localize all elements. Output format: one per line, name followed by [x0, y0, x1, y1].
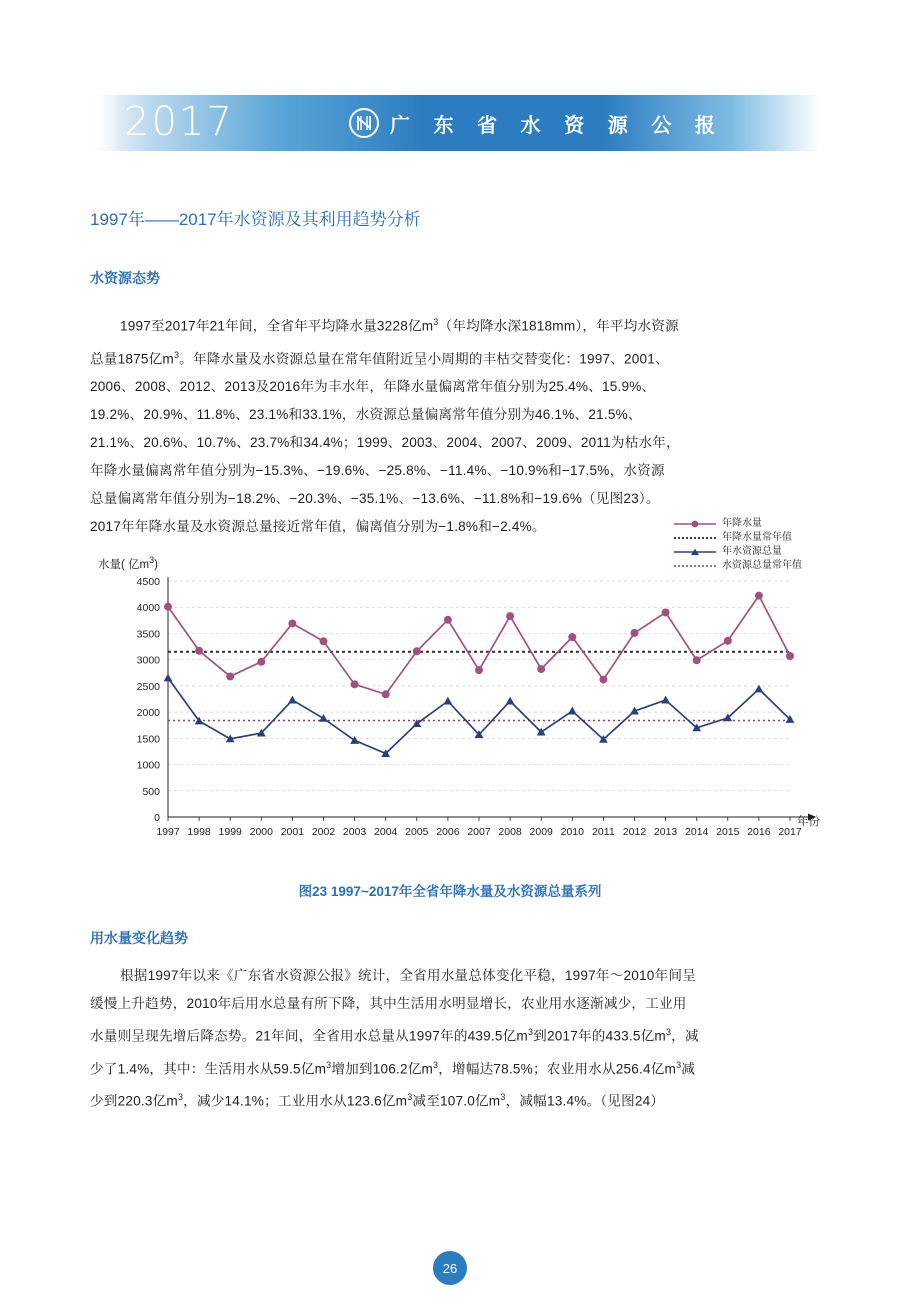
legend-item-resource [674, 545, 802, 559]
legend-item-precip [674, 517, 802, 531]
water-bureau-logo-icon [348, 107, 380, 139]
p1-line1: 1997至2017年21年间，全省年平均降水量3228亿m [120, 318, 434, 334]
section-title: 1997年——2017年水资源及其利用趋势分析 [90, 210, 421, 229]
svg-text:2015: 2015 [716, 826, 740, 838]
svg-text:2500: 2500 [136, 680, 160, 693]
svg-text:2005: 2005 [405, 826, 429, 838]
svg-text:3000: 3000 [136, 654, 160, 667]
svg-text:4000: 4000 [136, 602, 160, 615]
p2-line3: 水量则呈现先增后降态势。21年间，全省用水总量从1997年的439.5亿m [90, 1028, 528, 1044]
header-title: 广 东 省 水 资 源 公 报 [390, 115, 724, 137]
svg-text:2001: 2001 [280, 826, 305, 838]
page-header [90, 95, 820, 151]
legend-key-resource [674, 547, 716, 557]
svg-text:0: 0 [154, 812, 160, 824]
svg-text:1999: 1999 [218, 826, 242, 838]
svg-text:2000: 2000 [136, 707, 160, 720]
legend-key-precip [674, 519, 716, 529]
p1-line2: 总量1875亿m [90, 351, 174, 367]
svg-text:2003: 2003 [342, 826, 367, 838]
svg-text:4500: 4500 [136, 576, 160, 588]
header-year: 2017 [124, 99, 234, 145]
svg-text:2014: 2014 [685, 826, 709, 838]
svg-text:1997: 1997 [156, 826, 180, 838]
p2-line5: 少到220.3亿m [90, 1093, 178, 1109]
chart-y-axis-label: 水量( 亿$m^3$) [98, 555, 158, 571]
legend-label-precip-normal: 年降水量常年值 [722, 532, 792, 543]
p1-line8: 2017年年降水量及水资源总量接近常年值，偏离值分别为−1.8%和−2.4%。 [90, 519, 546, 535]
p1-line6: 年降水量偏离常年值分别为−15.3%、−19.6%、−25.8%、−11.4%、−10.9%和−17.5%，水资源 [90, 463, 665, 479]
p1-line2b: 。年降水量及水资源总量在常年值附近呈小周期的丰枯交替变化：1997、2001、 [179, 351, 669, 367]
svg-text:2017: 2017 [778, 826, 802, 838]
svg-text:2013: 2013 [653, 826, 678, 838]
p1-line4: 19.2%、20.9%、11.8%、23.1%和33.1%，水资源总量偏离常年值分别为46.1%、21.5%、 [90, 407, 642, 423]
figure-23-caption: 图23 1997~2017年全省年降水量及水资源总量系列 [298, 884, 602, 899]
p1-line1b: （年均降水深1818mm），年平均水资源 [438, 318, 679, 334]
p2-line3b: 到2017年的433.5亿m [533, 1028, 666, 1044]
p2-line1: 根据1997年以来《广东省水资源公报》统计，全省用水量总体变化平稳，1997年～2010年间呈 [120, 968, 696, 983]
svg-text:2006: 2006 [436, 826, 460, 838]
svg-text:2008: 2008 [498, 826, 522, 838]
paragraph-water-use-trend: 根据1997年以来《广东省水资源公报》统计，全省用水量总体变化平稳，1997年～2010年间呈 缓慢上升趋势，2010年后用水总量有所下降，其中生活用水明显增长，农业用水逐渐减少，工业用 水量则呈现先增后降态势。21年间，全省用水总量从1997年的439.5亿$m^3$到2017年的433.5亿$m^3$，减 少了1.4%，其中：生活用水从59.5亿$m^3$增加到106.2亿$m^3$，增幅达78.5%；农业用水从256.4亿$m^3$减 少到220.3亿$m^3$，减少14.1%；工业用水从123.6亿$m^3$减至107.0亿$m^3$，减幅13.4%。（见图24） [90, 962, 812, 1116]
header-fade [90, 95, 120, 151]
svg-text:1500: 1500 [136, 733, 160, 746]
svg-text:2002: 2002 [311, 826, 336, 838]
p2-line4c: ，增幅达78.5%；农业用水从256.4亿m [438, 1061, 677, 1077]
page-number: 26 [433, 1251, 467, 1285]
svg-text:2009: 2009 [529, 826, 553, 838]
p2-line5b: ，减少14.1%；工业用水从123.6亿m [183, 1093, 408, 1109]
svg-text:2016: 2016 [747, 826, 771, 838]
subsection-title-water-use-trend: 用水量变化趋势 [90, 930, 188, 946]
p1-line5: 21.1%、20.6%、10.7%、23.7%和34.4%；1999、2003、2004、2007、2009、2011为枯水年， [90, 435, 680, 451]
paragraph-water-resource-status [90, 308, 812, 541]
svg-text:2012: 2012 [622, 826, 647, 838]
svg-text:1998: 1998 [187, 826, 211, 838]
p2-line4b: 增加到106.2亿m [331, 1061, 434, 1077]
legend-key-precip-normal [674, 533, 716, 543]
p1-line3: 2006、2008、2012、2013及2016年为丰水年，年降水量偏离常年值分别为25.4%、15.9%、 [90, 379, 656, 395]
p2-line3c: ，减 [671, 1028, 699, 1044]
svg-text:2007: 2007 [467, 826, 491, 838]
sup-3b: 3 [173, 349, 180, 360]
p2-line4d: 减 [681, 1061, 696, 1077]
p2-line4: 少了1.4%，其中：生活用水从59.5亿m [90, 1061, 327, 1077]
legend-label-precip: 年降水量 [722, 518, 762, 529]
p1-line7: 总量偏离常年值分别为−18.2%、−20.3%、−35.1%、−13.6%、−11.8%和−19.6%（见图23）。 [90, 491, 660, 507]
svg-text:2011: 2011 [592, 826, 615, 838]
chart-x-axis-label: 年份 [797, 816, 820, 828]
p2-line5c: 减至107.0亿m [412, 1093, 501, 1109]
p2-line2: 缓慢上升趋势，2010年后用水总量有所下降，其中生活用水明显增长，农业用水逐渐减少，工业用 [90, 996, 687, 1011]
svg-text:500: 500 [142, 785, 160, 798]
svg-text:3500: 3500 [136, 628, 160, 641]
svg-text:1000: 1000 [136, 759, 160, 772]
svg-text:2000: 2000 [249, 826, 273, 838]
chart-legend [674, 517, 802, 573]
svg-text:2010: 2010 [560, 826, 584, 838]
legend-label-resource: 年水资源总量 [722, 546, 782, 557]
sup-3a: 3 [433, 317, 439, 327]
legend-label-resource-normal: 水资源总量常年值 [722, 560, 802, 571]
p2-line5d: ，减幅13.4%。（见图24） [505, 1093, 665, 1109]
svg-text:2004: 2004 [374, 826, 398, 838]
chart-plot-area [90, 569, 820, 859]
legend-item-precip-normal [674, 531, 802, 545]
subsection-title-water-resource-trend: 水资源态势 [90, 270, 160, 286]
